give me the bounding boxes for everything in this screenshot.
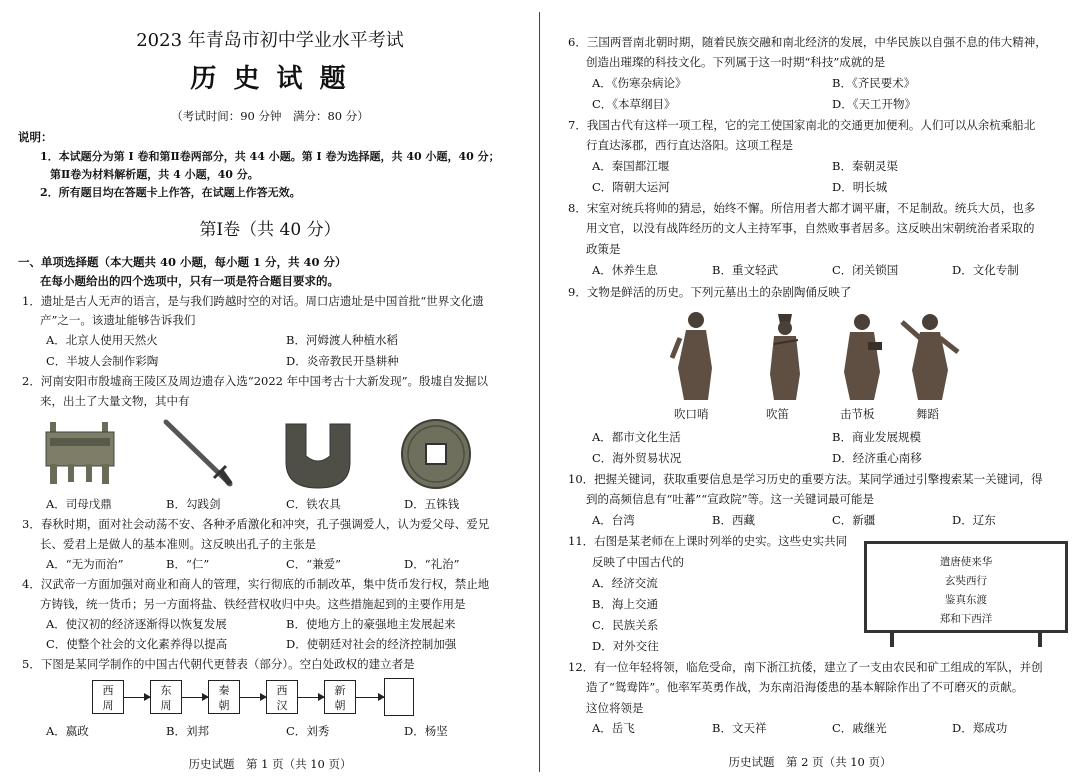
q9-stem: 9．文物是鲜活的历史。下列元墓出土的杂剧陶俑反映了 — [568, 285, 852, 299]
dynasty-box-1: 西 周 — [92, 680, 124, 714]
goujian-sword-image — [160, 418, 240, 490]
q9-option-d[interactable]: D．经济重心南移 — [832, 451, 922, 465]
q5-option-a[interactable]: A．嬴政 — [46, 724, 89, 738]
q9-option-a[interactable]: A．都市文化生活 — [592, 430, 681, 444]
figurine-clapper-image — [834, 312, 890, 404]
arrow-3 — [240, 697, 266, 698]
figurine-whistling-image — [670, 308, 720, 404]
q11-option-a[interactable]: A．经济交流 — [592, 576, 658, 590]
q1-option-a[interactable]: A．北京人使用天然火 — [46, 333, 158, 347]
q1-stem-cont: 产”之一。该遗址能够告诉我们 — [40, 313, 196, 327]
q3-option-d[interactable]: D．“礼治” — [404, 557, 460, 571]
q3-stem-cont: 长、爱君上是做人的基本准则。这反映出孔子的主张是 — [40, 537, 316, 551]
q1-stem: 1．遗址是古人无声的语言，是与我们跨越时空的对话。周口店遗址是中国首批“世界文化遗 — [22, 294, 484, 308]
figurine-caption-2: 吹笛 — [766, 407, 789, 421]
blackboard — [864, 541, 1068, 633]
q12-stem-cont: 造了“鸳鸯阵”。他率军英勇作战，为东南沿海倭患的基本解除作出了不可磨灭的贡献。 — [586, 680, 1024, 694]
q7-stem: 7．我国古代有这样一项工程，它的完工使国家南北的交通更加便利。人们可以从余杭乘船北 — [568, 118, 1036, 132]
note-2: 2．所有题目均在答题卡上作答，在试题上作答无效。 — [40, 186, 301, 199]
subject-title: 历 史 试 题 — [190, 64, 350, 94]
q6-option-a[interactable]: A．《伤寒杂病论》 — [592, 76, 687, 90]
q4-option-d[interactable]: D．使朝廷对社会的经济控制加强 — [286, 637, 457, 651]
q7-stem-cont: 行直达涿郡，西行直达洛阳。这项工程是 — [586, 138, 793, 152]
dynasty-box-3: 秦 朝 — [208, 680, 240, 714]
board-line-2: 玄奘西行 — [945, 575, 987, 587]
q12-stem-cont-2: 这位将领是 — [586, 701, 644, 715]
exam-title: 2023 年青岛市初中学业水平考试 — [136, 30, 404, 51]
q3-option-c[interactable]: C．“兼爱” — [286, 557, 342, 571]
q4-option-c[interactable]: C．使整个社会的文化素养得以提高 — [46, 637, 228, 651]
figurine-flute-image — [760, 310, 810, 404]
section1-note: 在每小题给出的四个选项中，只有一项是符合题目要求的。 — [40, 274, 339, 288]
board-line-4: 郑和下西洋 — [939, 613, 993, 625]
q8-stem: 8．宋室对统兵将帅的猜忌，始终不懈。所信用者大都才调平庸，不足制敌。统兵大员，也多 — [568, 201, 1036, 215]
q12-option-c[interactable]: C．戚继光 — [832, 721, 887, 735]
q12-option-d[interactable]: D．郑成功 — [952, 721, 1008, 735]
q3-option-a[interactable]: A．“无为而治” — [46, 557, 124, 571]
arrow-2 — [182, 697, 208, 698]
part1-title: 第Ⅰ卷（共 40 分） — [199, 220, 341, 240]
q7-option-c[interactable]: C．隋朝大运河 — [592, 180, 670, 194]
q10-option-a[interactable]: A．台湾 — [592, 513, 635, 527]
q1-option-b[interactable]: B．河姆渡人种植水稻 — [286, 333, 398, 347]
figurine-caption-4: 舞蹈 — [916, 407, 939, 421]
q10-option-b[interactable]: B．西藏 — [712, 513, 755, 527]
dynasty-box-2: 东 周 — [150, 680, 182, 714]
q4-option-a[interactable]: A．使汉初的经济逐渐得以恢复发展 — [46, 617, 227, 631]
q5-option-d[interactable]: D．杨坚 — [404, 724, 448, 738]
q4-option-b[interactable]: B．使地方上的豪强地主发展起来 — [286, 617, 456, 631]
notes-label: 说明： — [18, 130, 53, 144]
blackboard-leg-left — [890, 633, 894, 647]
q9-option-b[interactable]: B．商业发展规模 — [832, 430, 921, 444]
iron-farm-tool-image — [278, 418, 358, 490]
q2-option-c[interactable]: C．铁农具 — [286, 497, 341, 511]
q6-stem-cont: 创造出璀璨的科技文化。下列属于这一时期“科技”成就的是 — [586, 55, 886, 69]
q3-stem: 3．春秋时期，面对社会动荡不安、各种矛盾激化和冲突，孔子强调爱人，认为爱父母、爱兄 — [22, 517, 490, 531]
q6-stem: 6．三国两晋南北朝时期，随着民族交融和南北经济的发展，中华民族以自强不息的伟大精神， — [568, 35, 1047, 49]
figurine-dancing-image — [898, 308, 964, 404]
dynasty-box-blank — [384, 678, 414, 716]
wuzhu-coin-image — [398, 416, 474, 492]
q11-stem: 11．右图是某老师在上课时列举的史实。这些史实共同 — [568, 534, 848, 548]
q5-option-b[interactable]: B．刘邦 — [166, 724, 209, 738]
q1-option-c[interactable]: C．半坡人会制作彩陶 — [46, 354, 159, 368]
time-info: （考试时间：90 分钟 满分：80 分） — [171, 109, 369, 123]
q7-option-a[interactable]: A．秦国都江堰 — [592, 159, 670, 173]
q8-option-b[interactable]: B．重文轻武 — [712, 263, 778, 277]
q7-option-b[interactable]: B．秦朝灵渠 — [832, 159, 898, 173]
arrow-4 — [298, 697, 324, 698]
q4-stem-cont: 方铸钱，统一货币；另一方面将盐、铁经营权收归中央。这些措施起到的主要作用是 — [40, 597, 466, 611]
q11-option-c[interactable]: C．民族关系 — [592, 618, 659, 632]
q12-option-b[interactable]: B．文天祥 — [712, 721, 767, 735]
arrow-5 — [356, 697, 384, 698]
dynasty-box-4: 西 汉 — [266, 680, 298, 714]
q6-option-c[interactable]: C．《本草纲目》 — [592, 97, 676, 111]
q5-stem: 5．下图是某同学制作的中国古代朝代更替表（部分）。空白处政权的建立者是 — [22, 657, 415, 671]
board-line-1: 遣唐使来华 — [939, 556, 993, 568]
dynasty-box-5: 新 朝 — [324, 680, 356, 714]
q3-option-b[interactable]: B．“仁” — [166, 557, 210, 571]
q6-option-d[interactable]: D．《天工开物》 — [832, 97, 916, 111]
q10-option-d[interactable]: D．辽东 — [952, 513, 996, 527]
page-footer-2: 历史试题 第 2 页（共 10 页） — [728, 755, 892, 769]
section1-title: 一、单项选择题（本大题共 40 小题，每小题 1 分，共 40 分） — [18, 255, 347, 269]
q2-option-b[interactable]: B．勾践剑 — [166, 497, 221, 511]
q11-stem-cont: 反映了中国古代的 — [592, 555, 684, 569]
q2-stem-cont: 来，出土了大量文物，其中有 — [40, 394, 190, 408]
page-footer-1: 历史试题 第 1 页（共 10 页） — [188, 757, 352, 771]
q10-stem: 10．把握关键词，获取重要信息是学习历史的重要方法。某同学通过引擎搜索某一关键词，得 — [568, 472, 1043, 486]
figurine-caption-1: 吹口哨 — [674, 407, 709, 421]
q2-option-a[interactable]: A．司母戊鼎 — [46, 497, 112, 511]
q9-option-c[interactable]: C．海外贸易状况 — [592, 451, 682, 465]
q11-option-d[interactable]: D．对外交往 — [592, 639, 659, 653]
simuwu-ding-image — [40, 418, 120, 488]
q8-option-d[interactable]: D．文化专制 — [952, 263, 1019, 277]
q8-option-c[interactable]: C．闭关锁国 — [832, 263, 899, 277]
arrow-1 — [124, 697, 150, 698]
q1-option-d[interactable]: D．炎帝教民开垦耕种 — [286, 354, 399, 368]
q10-option-c[interactable]: C．新疆 — [832, 513, 876, 527]
page-2 — [540, 0, 1080, 781]
q12-stem: 12．有一位年轻将领，临危受命，南下浙江抗倭，建立了一支由农民和矿工组成的军队，并创 — [568, 660, 1043, 674]
blackboard-leg-right — [1038, 633, 1042, 647]
q8-stem-cont: 用文官，以没有战阵经历的文人主持军事，自然败事者居多。这反映出宋朝统治者采取的 — [586, 221, 1035, 235]
q4-stem: 4．汉武帝一方面加强对商业和商人的管理，实行彻底的币制改革，集中货币发行权，禁止地 — [22, 577, 490, 591]
q2-option-d[interactable]: D．五铢钱 — [404, 497, 460, 511]
q7-option-d[interactable]: D．明长城 — [832, 180, 888, 194]
board-line-3: 鉴真东渡 — [945, 594, 987, 606]
q8-stem-cont-2: 政策是 — [586, 242, 621, 256]
figurine-caption-3: 击节板 — [840, 407, 875, 421]
q10-stem-cont: 到的高频信息有“吐蕃”“宣政院”等。这一关键词最可能是 — [586, 492, 875, 506]
note-1a: 1．本试题分为第 Ⅰ 卷和第Ⅱ卷两部分，共 44 小题。第 Ⅰ 卷为选择题，共 40 小题，40 分； — [40, 150, 500, 163]
q5-option-c[interactable]: C．刘秀 — [286, 724, 330, 738]
q12-option-a[interactable]: A．岳飞 — [592, 721, 635, 735]
q11-option-b[interactable]: B．海上交通 — [592, 597, 658, 611]
note-1b: 第Ⅱ卷为材料解析题，共 4 小题，40 分。 — [50, 168, 259, 181]
q8-option-a[interactable]: A．休养生息 — [592, 263, 658, 277]
q2-stem: 2．河南安阳市殷墟商王陵区及周边遗存入选“2022 年中国考古十大新发现”。殷墟自发掘以 — [22, 374, 488, 388]
q6-option-b[interactable]: B．《齐民要术》 — [832, 76, 916, 90]
